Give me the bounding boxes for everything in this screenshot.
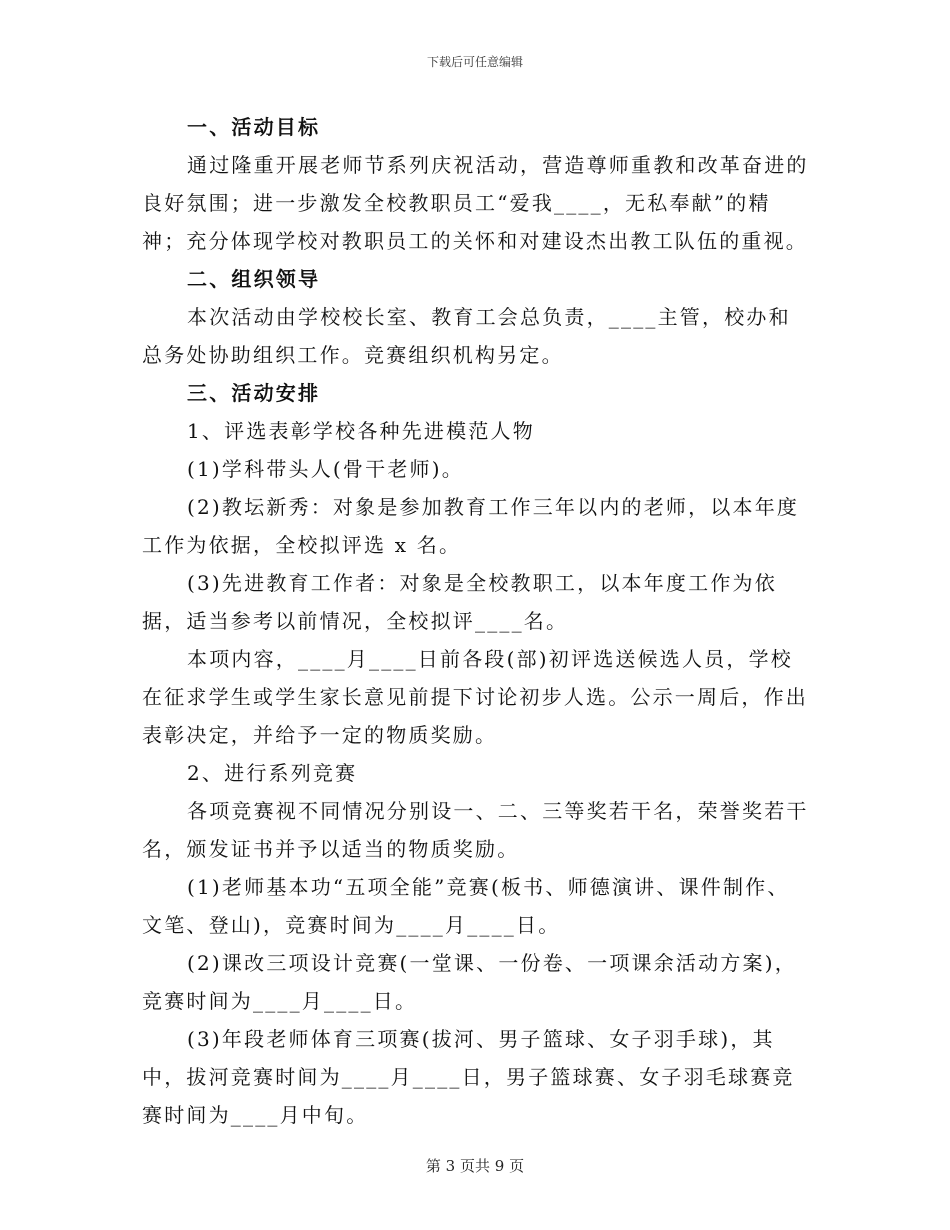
paragraph-goal: 通过隆重开展老师节系列庆祝活动，营造尊师重教和改革奋进的良好氛围；进一步激发全校教职员工“爱我____，无私奉献”的精神；充分体现学校对教职员工的关怀和对建设杰出教工队伍的重视。	[142, 153, 809, 253]
paragraph-award-process: 本项内容，____月____日前各段(部)初评选送候选人员，学校在征求学生或学生家长意见前提下讨论初步人选。公示一周后，作出表彰决定，并给予一定的物质奖励。	[142, 647, 808, 747]
paragraph-competition-awards: 各项竞赛视不同情况分别设一、二、三等奖若干名，荣誉奖若干名，颁发证书并予以适当的物质奖励。	[142, 799, 809, 861]
section-heading-goal: 一、活动目标	[187, 115, 321, 139]
section-heading-leadership: 二、组织领导	[187, 267, 321, 291]
document-body	[142, 108, 810, 1134]
paragraph-item-2: (2)教坛新秀：对象是参加教育工作三年以内的老师，以本年度工作为依据，全校拟评选 x 名。	[142, 495, 800, 557]
header-note: 下载后可任意编辑	[426, 55, 523, 69]
paragraph-subheading-competitions: 2、进行系列竞赛	[187, 761, 358, 785]
paragraph-item-1: (1)学科带头人(骨干老师)。	[187, 457, 464, 481]
section-heading-arrangement: 三、活动安排	[187, 381, 321, 405]
paragraph-subheading-awards: 1、评选表彰学校各种先进模范人物	[187, 419, 535, 443]
paragraph-leadership: 本次活动由学校校长室、教育工会总负责，____主管，校办和总务处协助组织工作。竞赛组织机构另定。	[142, 305, 791, 367]
page-number: 第 3 页共 9 页	[425, 1157, 525, 1175]
paragraph-competition-1: (1)老师基本功“五项全能”竞赛(板书、师德演讲、课件制作、文笔、登山)，竞赛时间为____月____日。	[142, 875, 790, 937]
paragraph-competition-3: (3)年段老师体育三项赛(拔河、男子篮球、女子羽手球)，其中，拔河竞赛时间为____月____日，男子篮球赛、女子羽毛球赛竞赛时间为____月中旬。	[142, 1027, 795, 1127]
paragraph-item-3: (3)先进教育工作者：对象是全校教职工，以本年度工作为依据，适当参考以前情况，全校拟评____名。	[142, 571, 777, 633]
paragraph-competition-2: (2)课改三项设计竞赛(一堂课、一份卷、一项课余活动方案)，竞赛时间为____月____日。	[142, 951, 797, 1013]
